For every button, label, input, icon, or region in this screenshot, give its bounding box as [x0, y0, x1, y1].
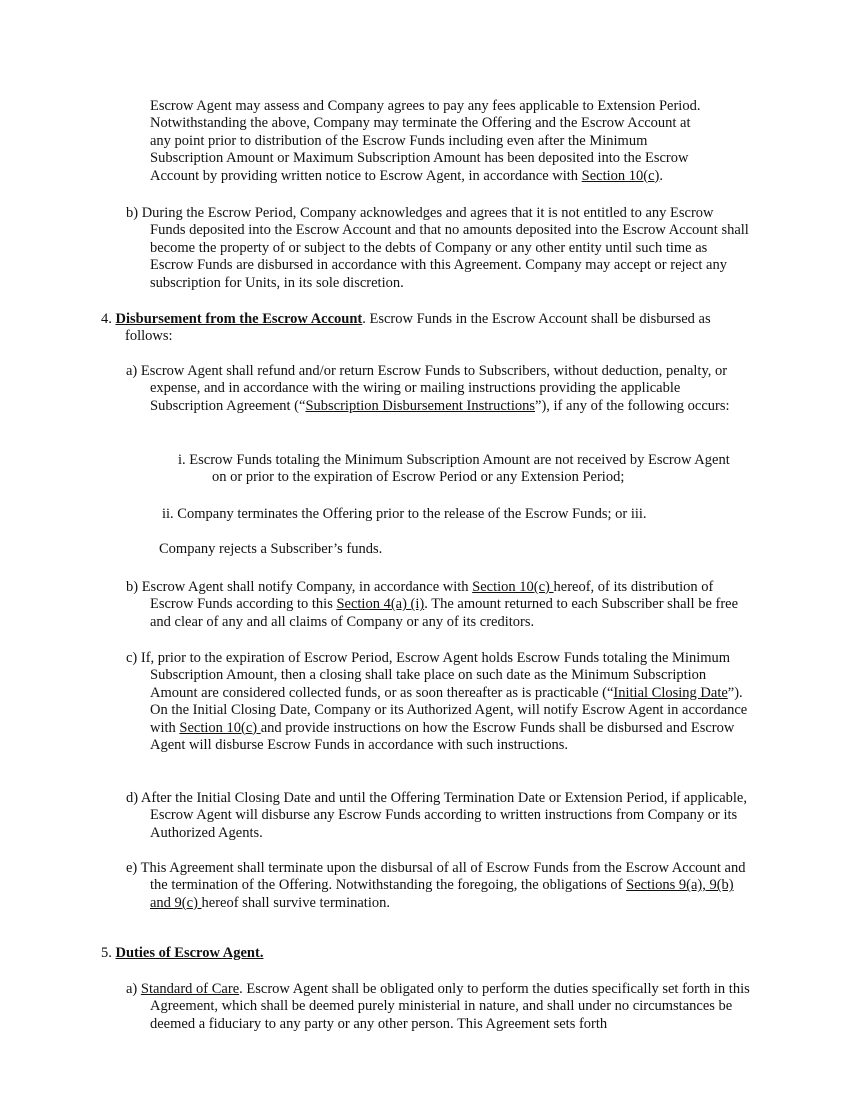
sections-9-reference: Sections 9(a), 9(b) and 9(c) [150, 877, 734, 911]
section-5a-paragraph: a) Standard of Care. Escrow Agent shall be obligated only to perform the duties specifically set forth in this Agreement, which shall be deemed purely ministerial in nature, and shall under no circumstances be deemed a fiduciary to any party or any other person. This Agreement sets forth [126, 981, 750, 1032]
section-3a-continuation [150, 98, 750, 185]
subscription-disbursement-instructions-term: Subscription Disbursement Instructions [305, 397, 536, 414]
text-line: Escrow Agent may assess and Company agrees to pay any fees applicable to Extension Period. [150, 98, 701, 114]
section-4a-i-paragraph: i. Escrow Funds totaling the Minimum Subscription Amount are not received by Escrow Agent on or prior to the expiration of Escrow Period or any Extension Period; [178, 452, 730, 486]
section-5-heading: Duties of Escrow Agent. [115, 945, 264, 961]
text-line: Notwithstanding the above, Company may terminate the Offering and the Escrow Account at [150, 115, 691, 132]
section-4-heading: Disbursement from the Escrow Account [115, 311, 363, 327]
section-4c-paragraph: c) If, prior to the expiration of Escrow Period, Escrow Agent holds Escrow Funds totaling the Minimum Subscription Amount, then a closing shall take place on such date as the Minimum Subscription Amount are considered collected funds, or as soon thereafter as is practicable (“Initial Closing Date”). On the Initial Closing Date, Company or its Authorized Agent, will notify Escrow Agent in accordance with Section 10(c) and provide instructions on how the Escrow Funds shall be disbursed and Escrow Agent will disburse Escrow Funds in accordance with such instructions. [126, 650, 748, 754]
section-4a-paragraph: a) Escrow Agent shall refund and/or return Escrow Funds to Subscribers, without deduction, penalty, or expense, and in accordance with the wiring or mailing instructions providing the applicable Subscription Agreement (“Subscription Disbursement Instructions”), if any of the following occurs: [126, 363, 730, 414]
standard-of-care-term: Standard of Care [140, 981, 240, 997]
section-4d-paragraph: d) After the Initial Closing Date and until the Offering Termination Date or Extension Period, if applicable, Escrow Agent will disburse any Escrow Funds according to written instructions from Company or its Authorized Agents. [126, 790, 747, 841]
section-4a-i-reference: Section 4(a) (i) [336, 596, 425, 613]
initial-closing-date-term: Initial Closing Date [613, 684, 728, 701]
section-5-heading-paragraph [101, 945, 741, 962]
section-5-number: 5. [101, 945, 112, 961]
section-10c-reference: Section 10(c) [472, 579, 554, 595]
text-line: Subscription Amount or Maximum Subscription Amount has been deposited into the Escrow [150, 150, 689, 167]
section-10c-reference: Section 10(c) [179, 719, 261, 736]
section-4b-paragraph: b) Escrow Agent shall notify Company, in accordance with Section 10(c) hereof, of its distribution of Escrow Funds according to this Section 4(a) (i). The amount returned to each Subscriber shall be free and clear of any and all claims of Company or any of its creditors. [126, 579, 739, 630]
section-4-number: 4. [101, 311, 112, 327]
section-10c-reference: Section 10(c) [581, 167, 660, 184]
section-3b-paragraph: b) During the Escrow Period, Company acknowledges and agrees that it is not entitled to any Escrow Funds deposited into the Escrow Account and that no amounts deposited into the Escrow Account shall become the property of or subject to the debts of Company or any other entity until such time as Escrow Funds are disbursed in accordance with this Agreement. Company may accept or reject any subscription for Units, in its sole discretion. [126, 205, 749, 291]
text-line: Account by providing written notice to Escrow Agent, in accordance with Section 10(c). [150, 167, 664, 184]
section-4e-paragraph: e) This Agreement shall terminate upon the disbursal of all of Escrow Funds from the Escrow Account and the termination of the Offering. Notwithstanding the foregoing, the obligations of Sections 9(a), 9(b) and 9(c) hereof shall survive termination. [126, 860, 746, 911]
section-4-heading-paragraph: 4. Disbursement from the Escrow Account. Escrow Funds in the Escrow Account shall be disbursed as follows: [101, 311, 711, 345]
section-4a-iii-paragraph: Company rejects a Subscriber’s funds. [159, 541, 383, 557]
text-line: any point prior to distribution of the Escrow Funds including even after the Minimum [150, 132, 648, 149]
section-4a-ii-paragraph: ii. Company terminates the Offering prior to the release of the Escrow Funds; or iii. [162, 506, 647, 522]
